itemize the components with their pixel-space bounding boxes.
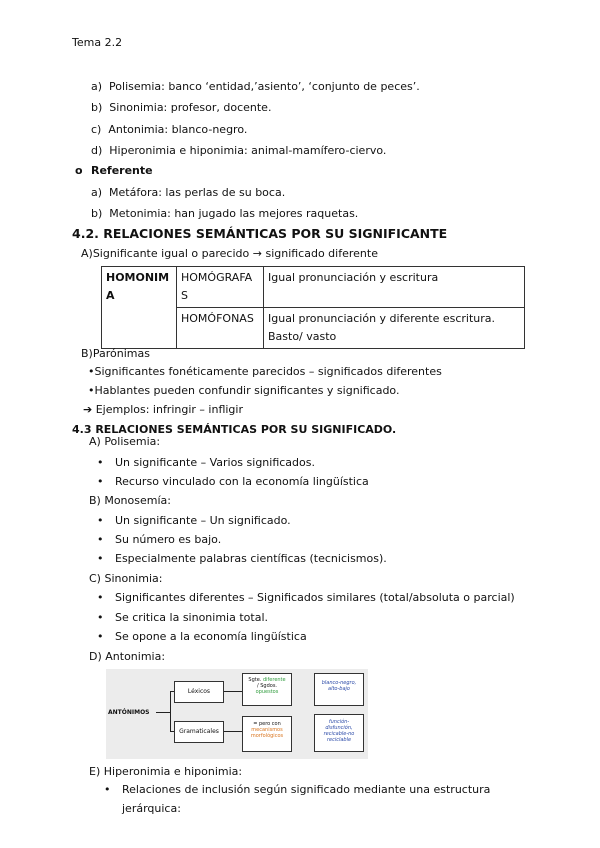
- homonimia-table: [101, 266, 525, 349]
- list-item: Especialmente palabras científicas (tecnicismos).: [115, 552, 387, 565]
- table-head-cell: HOMONIMA: [102, 267, 177, 349]
- definition-text: / Sgdos.: [256, 683, 278, 689]
- gramaticales-label: Gramaticales: [179, 728, 219, 735]
- referente-title: Referente: [91, 164, 153, 177]
- example-box-gramaticales: [314, 714, 364, 752]
- lexicos-box: [174, 681, 224, 703]
- list-item-text: Metáfora: las perlas de su boca.: [109, 186, 286, 199]
- bullet-icon: •: [97, 630, 104, 643]
- table-cell: HOMÓFONAS: [177, 308, 264, 349]
- list-item: •Hablantes pueden confundir significantes y significado.: [88, 384, 400, 397]
- list-item: [91, 123, 247, 136]
- example-text: Ejemplos: infringir – infligir: [95, 403, 243, 416]
- table-cell: Igual pronunciación y diferente escritura. Basto/ vasto: [264, 308, 525, 349]
- connector-line: [224, 731, 242, 732]
- definition-text: mecanismos: [251, 727, 283, 733]
- list-item-text: Polisemia: banco ‘entidad,’asiento’, ‘conjunto de peces’.: [109, 80, 420, 93]
- section-heading: 4.2. RELACIONES SEMÁNTICAS POR SU SIGNIFICANTE: [72, 226, 448, 241]
- list-item: Un significante – Varios significados.: [115, 456, 315, 469]
- connector-line: [224, 691, 242, 692]
- list-item-text: Hiperonimia e hiponimia: animal-mamífero-ciervo.: [109, 144, 387, 157]
- list-item: Significantes diferentes – Significados similares (total/absoluta o parcial): [115, 591, 515, 604]
- group-label: E) Hiperonimia e hiponimia:: [89, 765, 243, 778]
- group-label: C) Sinonimia:: [89, 572, 163, 585]
- list-item: Se opone a la economía lingüística: [115, 630, 307, 643]
- list-item: •Significantes fonéticamente parecidos – significados diferentes: [88, 365, 442, 378]
- list-marker: d): [91, 144, 103, 157]
- list-item: [91, 144, 386, 157]
- diagram-root: ANTÓNIMOS: [108, 709, 150, 716]
- section-heading: 4.3 RELACIONES SEMÁNTICAS POR SU SIGNIFICADO.: [72, 423, 397, 436]
- list-item-text: Antonimia: blanco-negro.: [108, 123, 248, 136]
- list-item: [91, 207, 358, 220]
- list-item-text: Metonimia: han jugado las mejores raquetas.: [109, 207, 359, 220]
- bullet-icon: •: [97, 611, 104, 624]
- group-label: B) Monosemía:: [89, 494, 171, 507]
- definition-box-lexicos: [242, 673, 292, 706]
- list-marker: c): [91, 123, 102, 136]
- lexicos-label: Léxicos: [187, 688, 211, 695]
- page-header: Tema 2.2: [72, 36, 123, 49]
- connector-line: [156, 712, 170, 713]
- example-text: blanco-negro, alto-bajo: [321, 680, 357, 692]
- subsection-a: A)Significante igual o parecido → significado diferente: [81, 247, 378, 260]
- table-cell: HOMÓGRAFAS: [177, 267, 264, 308]
- list-item: Su número es bajo.: [115, 533, 222, 546]
- list-item: Un significante – Un significado.: [115, 514, 291, 527]
- list-item: [83, 403, 243, 416]
- list-item: jerárquica:: [122, 802, 181, 815]
- connector-line: [170, 691, 171, 732]
- list-marker: a): [91, 80, 103, 93]
- definition-box-gramaticales: [242, 716, 292, 752]
- antonimia-diagram: [106, 669, 368, 759]
- list-item: [91, 186, 285, 199]
- example-box-lexicos: [314, 673, 364, 706]
- subsection-b: B)Parónimas: [81, 347, 150, 360]
- example-text: función- disfunción, recicable-no reciclable: [323, 719, 355, 743]
- definition-text: = pero con: [253, 721, 281, 727]
- list-item: Recurso vinculado con la economía lingüística: [115, 475, 369, 488]
- definition-text: opuestos: [255, 689, 279, 695]
- definition-text: diferente: [262, 677, 286, 683]
- bullet-icon: •: [97, 552, 104, 565]
- bullet-icon: •: [97, 533, 104, 546]
- list-marker: a): [91, 186, 103, 199]
- group-label: D) Antonimia:: [89, 650, 166, 663]
- list-marker: b): [91, 101, 103, 114]
- definition-text: morfológicos: [250, 733, 284, 739]
- list-item: Se critica la sinonimia total.: [115, 611, 268, 624]
- group-label: A) Polisemia:: [89, 435, 161, 448]
- bullet-icon: •: [97, 475, 104, 488]
- list-item-text: Sinonimia: profesor, docente.: [109, 101, 272, 114]
- referente-bullet: o: [75, 164, 83, 177]
- list-item: [91, 101, 271, 114]
- bullet-icon: •: [97, 591, 104, 604]
- gramaticales-box: [174, 721, 224, 743]
- bullet-icon: •: [97, 456, 104, 469]
- arrow-icon: ➔: [83, 403, 93, 416]
- table-cell: Igual pronunciación y escritura: [264, 267, 525, 308]
- list-item: Relaciones de inclusión según significado mediante una estructura: [122, 783, 491, 796]
- list-item: [91, 80, 420, 93]
- definition-text: Sgte.: [248, 677, 262, 683]
- list-marker: b): [91, 207, 103, 220]
- bullet-icon: •: [97, 514, 104, 527]
- bullet-icon: •: [104, 783, 111, 796]
